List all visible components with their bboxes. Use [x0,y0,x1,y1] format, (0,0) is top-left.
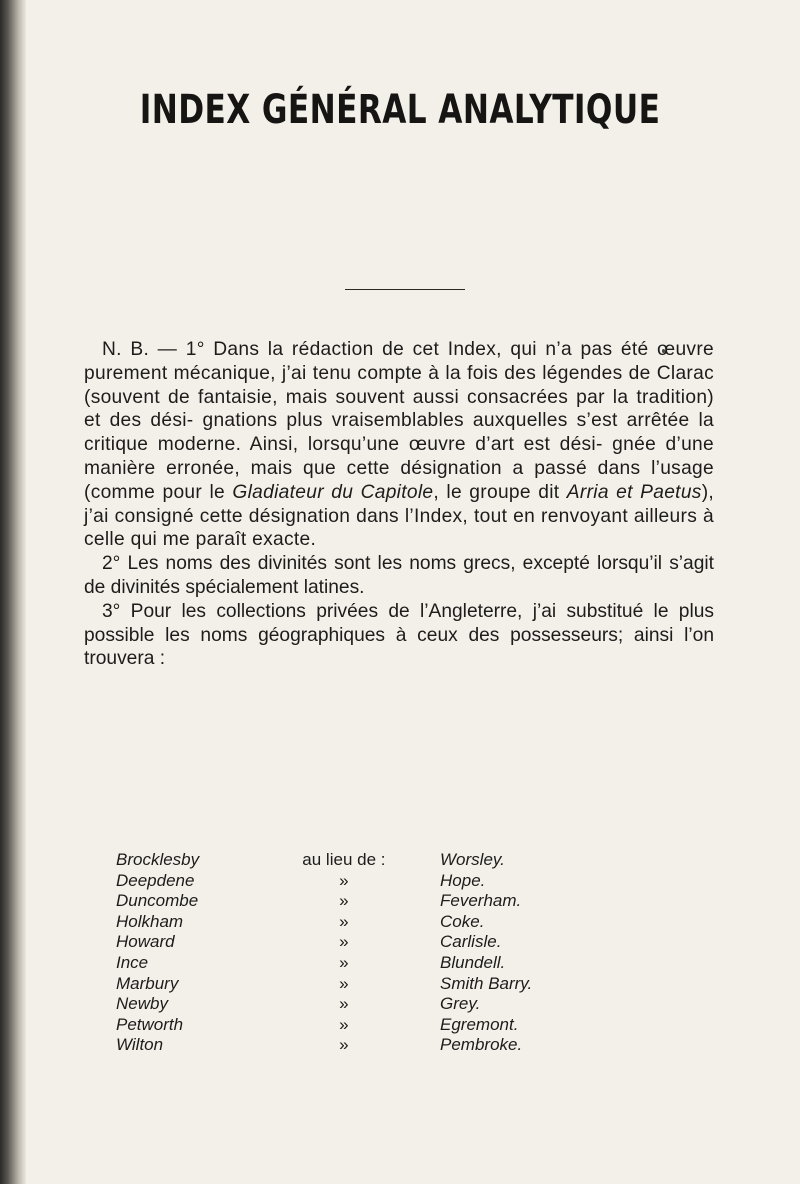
place-name: Newby [116,994,168,1014]
owner-name: Hope. [440,870,486,890]
place-name: Brocklesby [116,850,200,869]
table-row [116,953,736,974]
owner-name: Worsley. [440,850,505,869]
table-row [116,974,736,995]
owner-name: Blundell. [440,952,506,972]
owner-name: Coke. [440,911,485,931]
notes-block [84,338,714,671]
place-name: Marbury [116,973,179,993]
table-row [116,912,736,933]
note-1-text-end: ), j’ai consigné cette désignation dans l’Index, tout en renvoyant ailleurs à celle qui me paraît exacte. [84,481,715,551]
substitution-mark: » [339,891,349,911]
place-name: Deepdene [116,870,195,890]
substitution-table [116,850,736,1056]
place-name: Petworth [116,1014,184,1034]
owner-name: Smith Barry. [440,973,533,993]
owner-name: Pembroke. [440,1035,523,1055]
substitution-mark: » [339,1035,349,1055]
note-paragraph-3: 3° Pour les collections privées de l’Angleterre, j’ai substitué le plus possible les noms géographiques à ceux des possesseurs; ainsi l’on trouvera : [84,600,714,670]
owner-name: Egremont. [440,1014,519,1034]
substitution-mark: » [339,911,349,931]
substitution-mark: » [339,870,349,890]
substitution-mark: » [339,932,349,952]
substitution-mark: » [339,973,349,993]
owner-name: Grey. [440,994,481,1014]
table-row [116,871,736,892]
place-name: Wilton [116,1035,164,1055]
note-paragraph-1 [84,338,714,552]
table-row [116,850,736,871]
table-row [116,932,736,953]
substitution-mark: au lieu de : [302,850,386,869]
table-row [116,891,736,912]
note-1-emphasis-1: Gladiateur du Capitole [232,481,434,503]
note-paragraph-2: 2° Les noms des divinités sont les noms grecs, excepté lorsqu’il s’agit de divinités spécialement latines. [84,553,714,598]
substitution-mark: » [339,994,349,1014]
note-1-emphasis-2: Arria et Paetus [566,481,702,503]
table-row [116,1035,736,1056]
note-1-text-mid: , le groupe dit [433,481,567,503]
book-spine-edge [0,0,26,1184]
table-row [116,1015,736,1036]
title-divider [345,289,465,290]
page-title: INDEX GÉNÉRAL ANALYTIQUE [139,87,661,133]
owner-name: Carlisle. [440,932,502,952]
place-name: Howard [116,932,175,952]
place-name: Holkham [116,911,184,931]
substitution-mark: » [339,952,349,972]
place-name: Duncombe [116,891,199,911]
owner-name: Feverham. [440,891,522,911]
place-name: Ince [116,952,149,972]
note-1-text: N. B. — 1° Dans la rédaction de cet Index, qui n’a pas été œuvre purement mécanique, j’ai tenu compte à la fois des légendes de Clarac (souvent de fantaisie, mais souvent aussi consacrées par la tradition) et des dési- gnations plus vraisemblables auxquelles s’est arrêtée la critique moderne. Ainsi, lorsqu’une œuvre d’art est dési- gnée d’une manière erronée, mais que cette désignation a passé dans l’usage (comme pour le [84,339,714,503]
substitution-mark: » [339,1014,349,1034]
table-row [116,994,736,1015]
